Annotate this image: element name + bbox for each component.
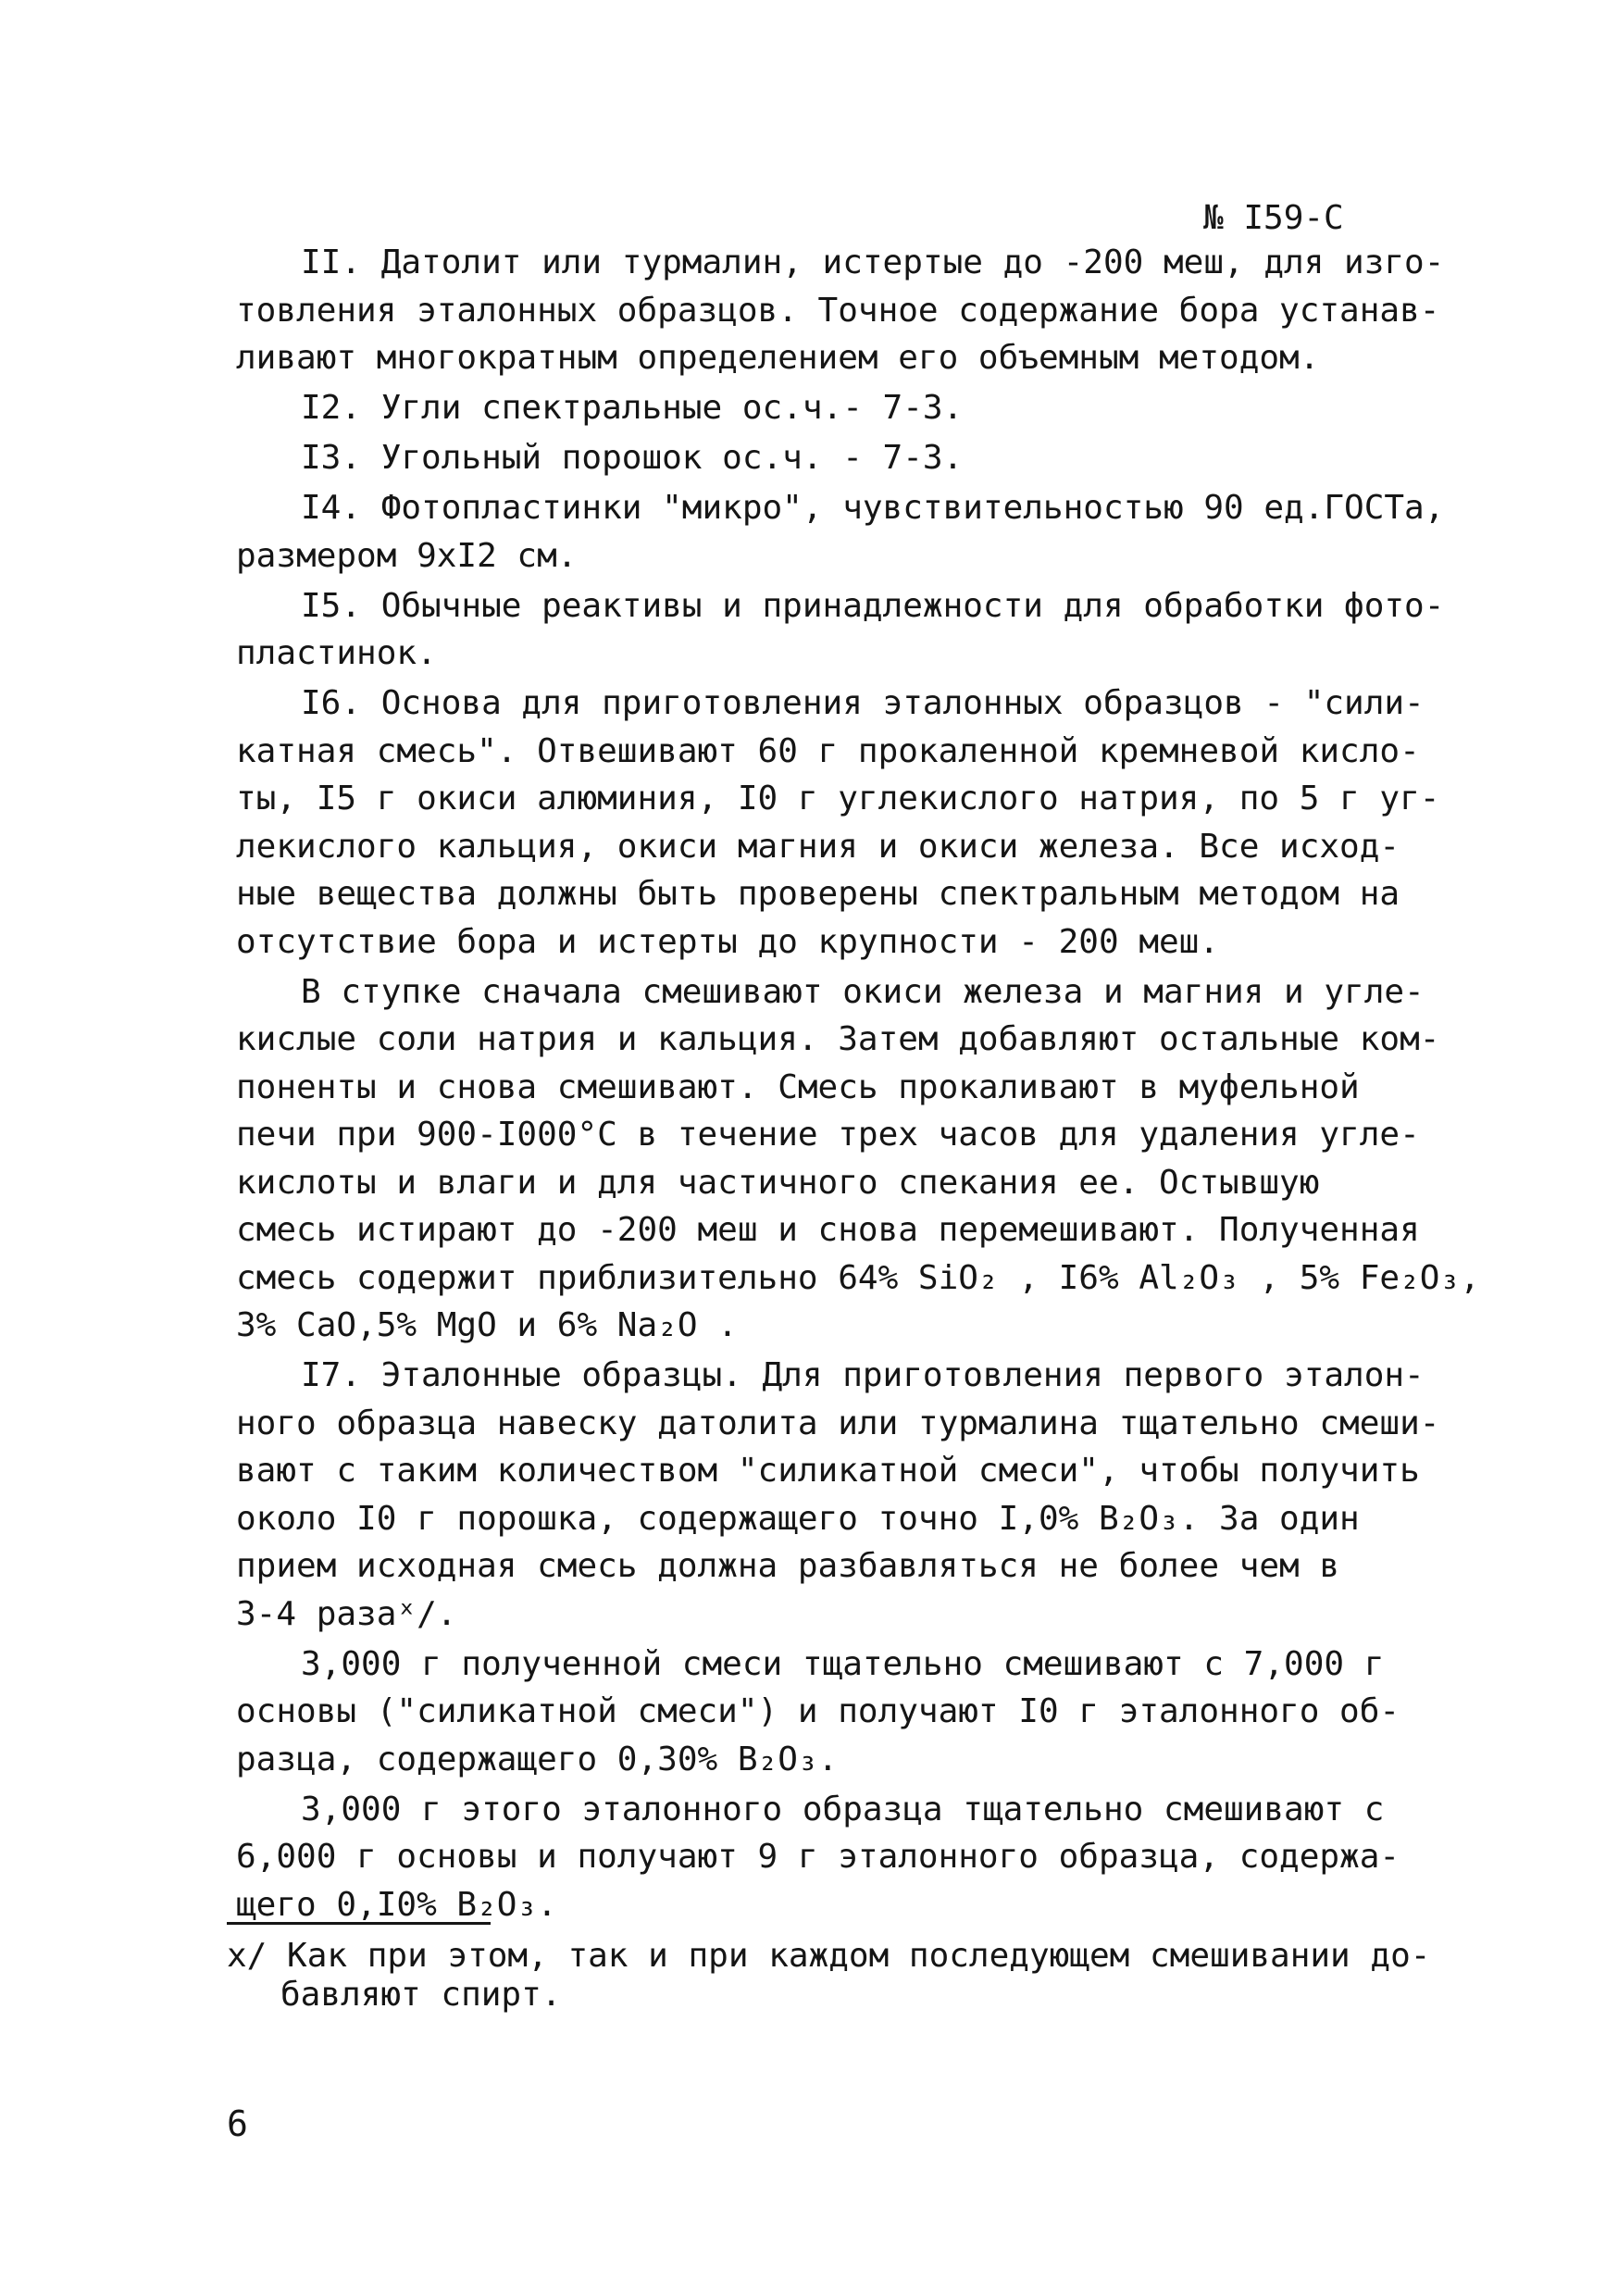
- paragraph-17-dilution-2: [236, 1786, 1435, 1929]
- text-line: ные вещества должны быть проверены спектральным методом на: [236, 875, 1400, 913]
- text-line: пластинок.: [236, 634, 437, 672]
- text-line: основы ("силикатной смеси") и получают I0 г эталонного об-: [236, 1692, 1400, 1730]
- text-line: лекислого кальция, окиси магния и окиси железа. Все исход-: [236, 827, 1400, 866]
- footnote: [227, 1937, 1439, 2015]
- paragraph-11: [236, 239, 1445, 382]
- text-line: 3-4 разаˣ/.: [236, 1594, 457, 1633]
- text-line: I3. Угольный порошок ос.ч. - 7-3.: [301, 439, 964, 477]
- text-line: смесь содержит приблизительно 64% SiO₂ , I6% Al₂O₃ , 5% Fe₂O₃,: [236, 1258, 1480, 1297]
- text-line: кислые соли натрия и кальция. Затем добавляют остальные ком-: [236, 1020, 1440, 1058]
- text-line: 3% CaO,5% MgO и 6% Na₂O .: [236, 1306, 738, 1344]
- text-line: катная смесь". Отвешивают 60 г прокаленной кремневой кисло-: [236, 731, 1420, 770]
- paragraph-17: [236, 1352, 1440, 1638]
- paragraph-16-procedure: [236, 968, 1480, 1350]
- text-line: смесь истирают до -200 меш и снова перемешивают. Полученная: [236, 1211, 1420, 1249]
- paragraph-17-dilution-1: [236, 1641, 1435, 1784]
- text-line: около I0 г порошка, содержащего точно I,0% B₂O₃. За один: [236, 1499, 1360, 1538]
- text-line: ты, I5 г окиси алюминия, I0 г углекислого натрия, по 5 г уг-: [236, 780, 1440, 817]
- text-line: разца, содержащего 0,30% B₂O₃.: [236, 1740, 839, 1778]
- text-line: I5. Обычные реактивы и принадлежности для обработки фото-: [301, 586, 1445, 625]
- text-line: ного образца навеску датолита или турмалина тщательно смеши-: [236, 1404, 1440, 1442]
- text-line: вают с таким количеством "силикатной смеси", чтобы получить: [236, 1452, 1420, 1490]
- text-line: 3,000 г этого эталонного образца тщательно смешивают с: [301, 1790, 1385, 1828]
- text-line: отсутствие бора и истерты до крупности - 200 меш.: [236, 922, 1220, 961]
- document-number: № I59-С: [1203, 199, 1344, 237]
- body-text: [236, 239, 1480, 1931]
- paragraph-16: [236, 680, 1440, 966]
- footnote-line: x/ Как при этом, так и при каждом последующем смешивании до-: [227, 1937, 1431, 1975]
- text-line: В ступке сначала смешивают окиси железа и магния и угле-: [301, 972, 1425, 1011]
- text-line: 3,000 г полученной смеси тщательно смешивают с 7,000 г: [301, 1644, 1385, 1683]
- paragraph-15: [236, 582, 1445, 678]
- paragraph-12: [236, 384, 1435, 432]
- text-line: ливают многократным определением его объемным методом.: [236, 339, 1320, 377]
- text-line: I7. Эталонные образцы. Для приготовления первого эталон-: [301, 1356, 1425, 1394]
- text-line: прием исходная смесь должна разбавляться не более чем в: [236, 1547, 1340, 1585]
- text-line: печи при 900-I000°С в течение трех часов для удаления угле-: [236, 1116, 1420, 1154]
- paragraph-14: [236, 484, 1445, 580]
- text-line: I4. Фотопластинки "микро", чувствительностью 90 ед.ГОСТа,: [301, 489, 1445, 527]
- page-number: 6: [227, 2103, 248, 2144]
- footnote-divider: [227, 1922, 491, 1925]
- text-line: I2. Угли спектральные ос.ч.- 7-3.: [301, 389, 964, 427]
- text-line: кислоты и влаги и для частичного спекания ее. Остывшую: [236, 1163, 1320, 1202]
- text-line: II. Датолит или турмалин, истертые до -200 меш, для изго-: [301, 243, 1445, 281]
- text-line: 6,000 г основы и получают 9 г эталонного образца, содержа-: [236, 1838, 1400, 1876]
- text-line: размером 9хI2 см.: [236, 536, 578, 575]
- footnote-line: бавляют спирт.: [280, 1976, 562, 2014]
- text-line: I6. Основа для приготовления эталонных образцов - "сили-: [301, 684, 1425, 722]
- text-line: поненты и снова смешивают. Смесь прокаливают в муфельной: [236, 1067, 1360, 1106]
- paragraph-13: [236, 434, 1435, 482]
- text-line: щего 0,I0% B₂O₃.: [236, 1885, 557, 1924]
- text-line: товления эталонных образцов. Точное содержание бора устанав-: [236, 291, 1440, 330]
